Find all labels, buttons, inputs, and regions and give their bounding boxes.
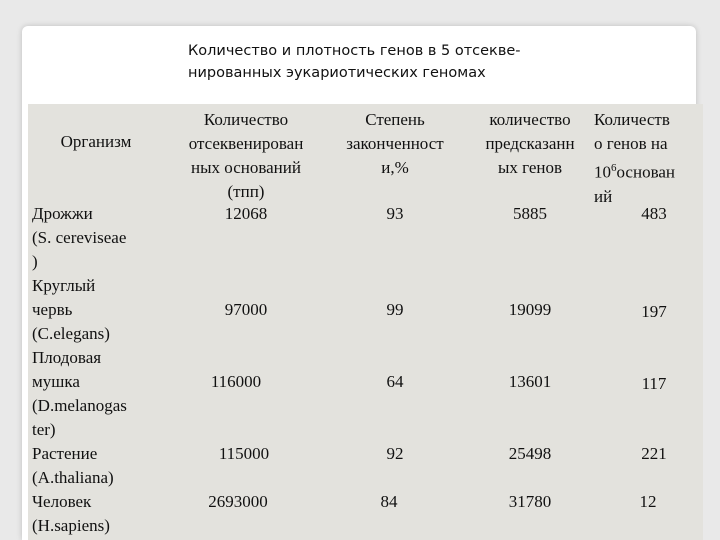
row-completeness: 99 bbox=[386, 300, 404, 319]
row-completeness: 93 bbox=[386, 204, 404, 223]
row-bases: 115000 bbox=[218, 444, 270, 463]
row-density: 197 bbox=[641, 302, 667, 321]
row-bases: 97000 bbox=[224, 300, 268, 319]
header-completeness: Степень законченност и,% bbox=[346, 110, 444, 177]
header-gene-density-sup: 6 bbox=[611, 162, 617, 174]
header-organism: Организм bbox=[60, 132, 132, 151]
row-bases: 116000 bbox=[210, 372, 262, 391]
row-bases: 12068 bbox=[224, 204, 268, 223]
row-organism: Дрожжи (S. cereviseae ) bbox=[32, 204, 127, 271]
page-title: Количество и плотность генов в 5 отсекве- нированных эукариотических геномах bbox=[188, 43, 521, 81]
row-density: 221 bbox=[641, 444, 667, 463]
row-organism: Человек (H.sapiens) bbox=[32, 492, 110, 535]
row-density: 117 bbox=[641, 374, 667, 393]
header-bases: Количество отсеквенирован ных оснований (тпп) bbox=[188, 110, 304, 201]
row-density: 483 bbox=[641, 204, 667, 223]
header-gene-density bbox=[594, 108, 720, 209]
row-organism: Круглый червь (C.elegans) bbox=[32, 276, 110, 343]
row-genes: 31780 bbox=[508, 492, 552, 511]
row-completeness: 92 bbox=[386, 444, 404, 463]
row-genes: 5885 bbox=[513, 204, 547, 223]
header-predicted-genes: количество предсказанн ых генов bbox=[485, 110, 575, 177]
row-genes: 19099 bbox=[508, 300, 552, 319]
row-density: 12 bbox=[639, 492, 657, 511]
header-gene-density-pre: Количеств о генов на 10 bbox=[594, 110, 670, 182]
row-genes: 25498 bbox=[508, 444, 552, 463]
gene-table bbox=[28, 104, 703, 540]
row-completeness: 64 bbox=[386, 372, 404, 391]
row-organism: Плодовая мушка (D.melanogas ter) bbox=[32, 348, 127, 439]
row-bases: 2693000 bbox=[208, 492, 268, 511]
row-organism: Растение (A.thaliana) bbox=[32, 444, 114, 487]
header-gene-density-post: основан ий bbox=[594, 162, 676, 206]
row-completeness: 84 bbox=[380, 492, 398, 511]
row-genes: 13601 bbox=[508, 372, 552, 391]
